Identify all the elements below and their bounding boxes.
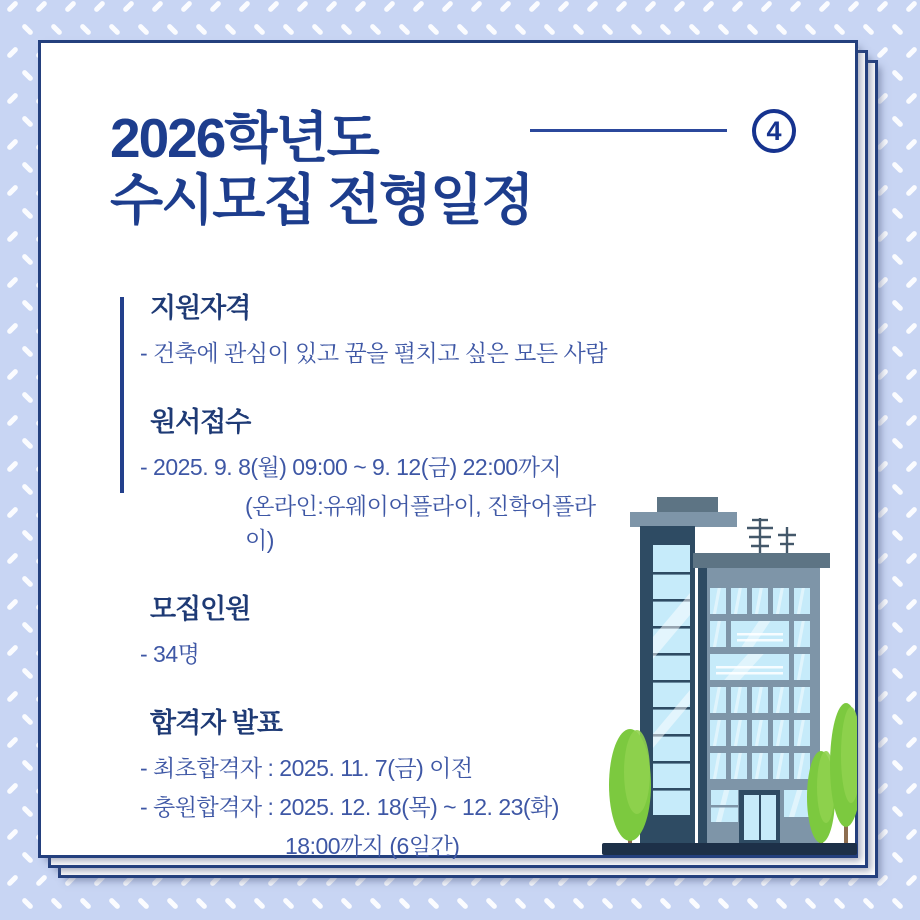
section-application [140,406,620,557]
title-decor-line [530,129,727,132]
section-accent-bar [120,297,124,493]
building-illustration [600,497,857,855]
section-line: - 건축에 관심이 있고 꿈을 펼치고 싶은 모든 사람 [140,340,607,366]
section-line: 18:00까지 (6일간) [285,833,460,859]
page-number: 4 [766,115,782,146]
section-title: 원서접수 [150,407,251,437]
section-results [140,707,620,863]
page-title-line2: 수시모집 전형일정 [110,169,533,231]
section-title: 지원자격 [150,293,251,323]
section-title: 모집인원 [150,594,251,624]
page-title [110,107,532,231]
section-line: (온라인:유웨이어플라이, 진학어플라이) [245,493,596,553]
page-number-badge [752,109,796,153]
section-line: - 최초합격자 : 2025. 11. 7(금) 이전 [140,755,473,781]
section-line: - 34명 [140,641,200,667]
section-line: - 2025. 9. 8(월) 09:00 ~ 9. 12(금) 22:00까지 [140,454,562,480]
section-line: - 충원합격자 : 2025. 12. 18(목) ~ 12. 23(화) [140,794,559,820]
section-eligibility [140,292,620,370]
section-quota [140,593,620,671]
sections [140,292,620,868]
content-card [38,40,858,858]
page-title-line1: 2026학년도 [110,107,378,169]
section-title: 합격자 발표 [150,708,282,738]
